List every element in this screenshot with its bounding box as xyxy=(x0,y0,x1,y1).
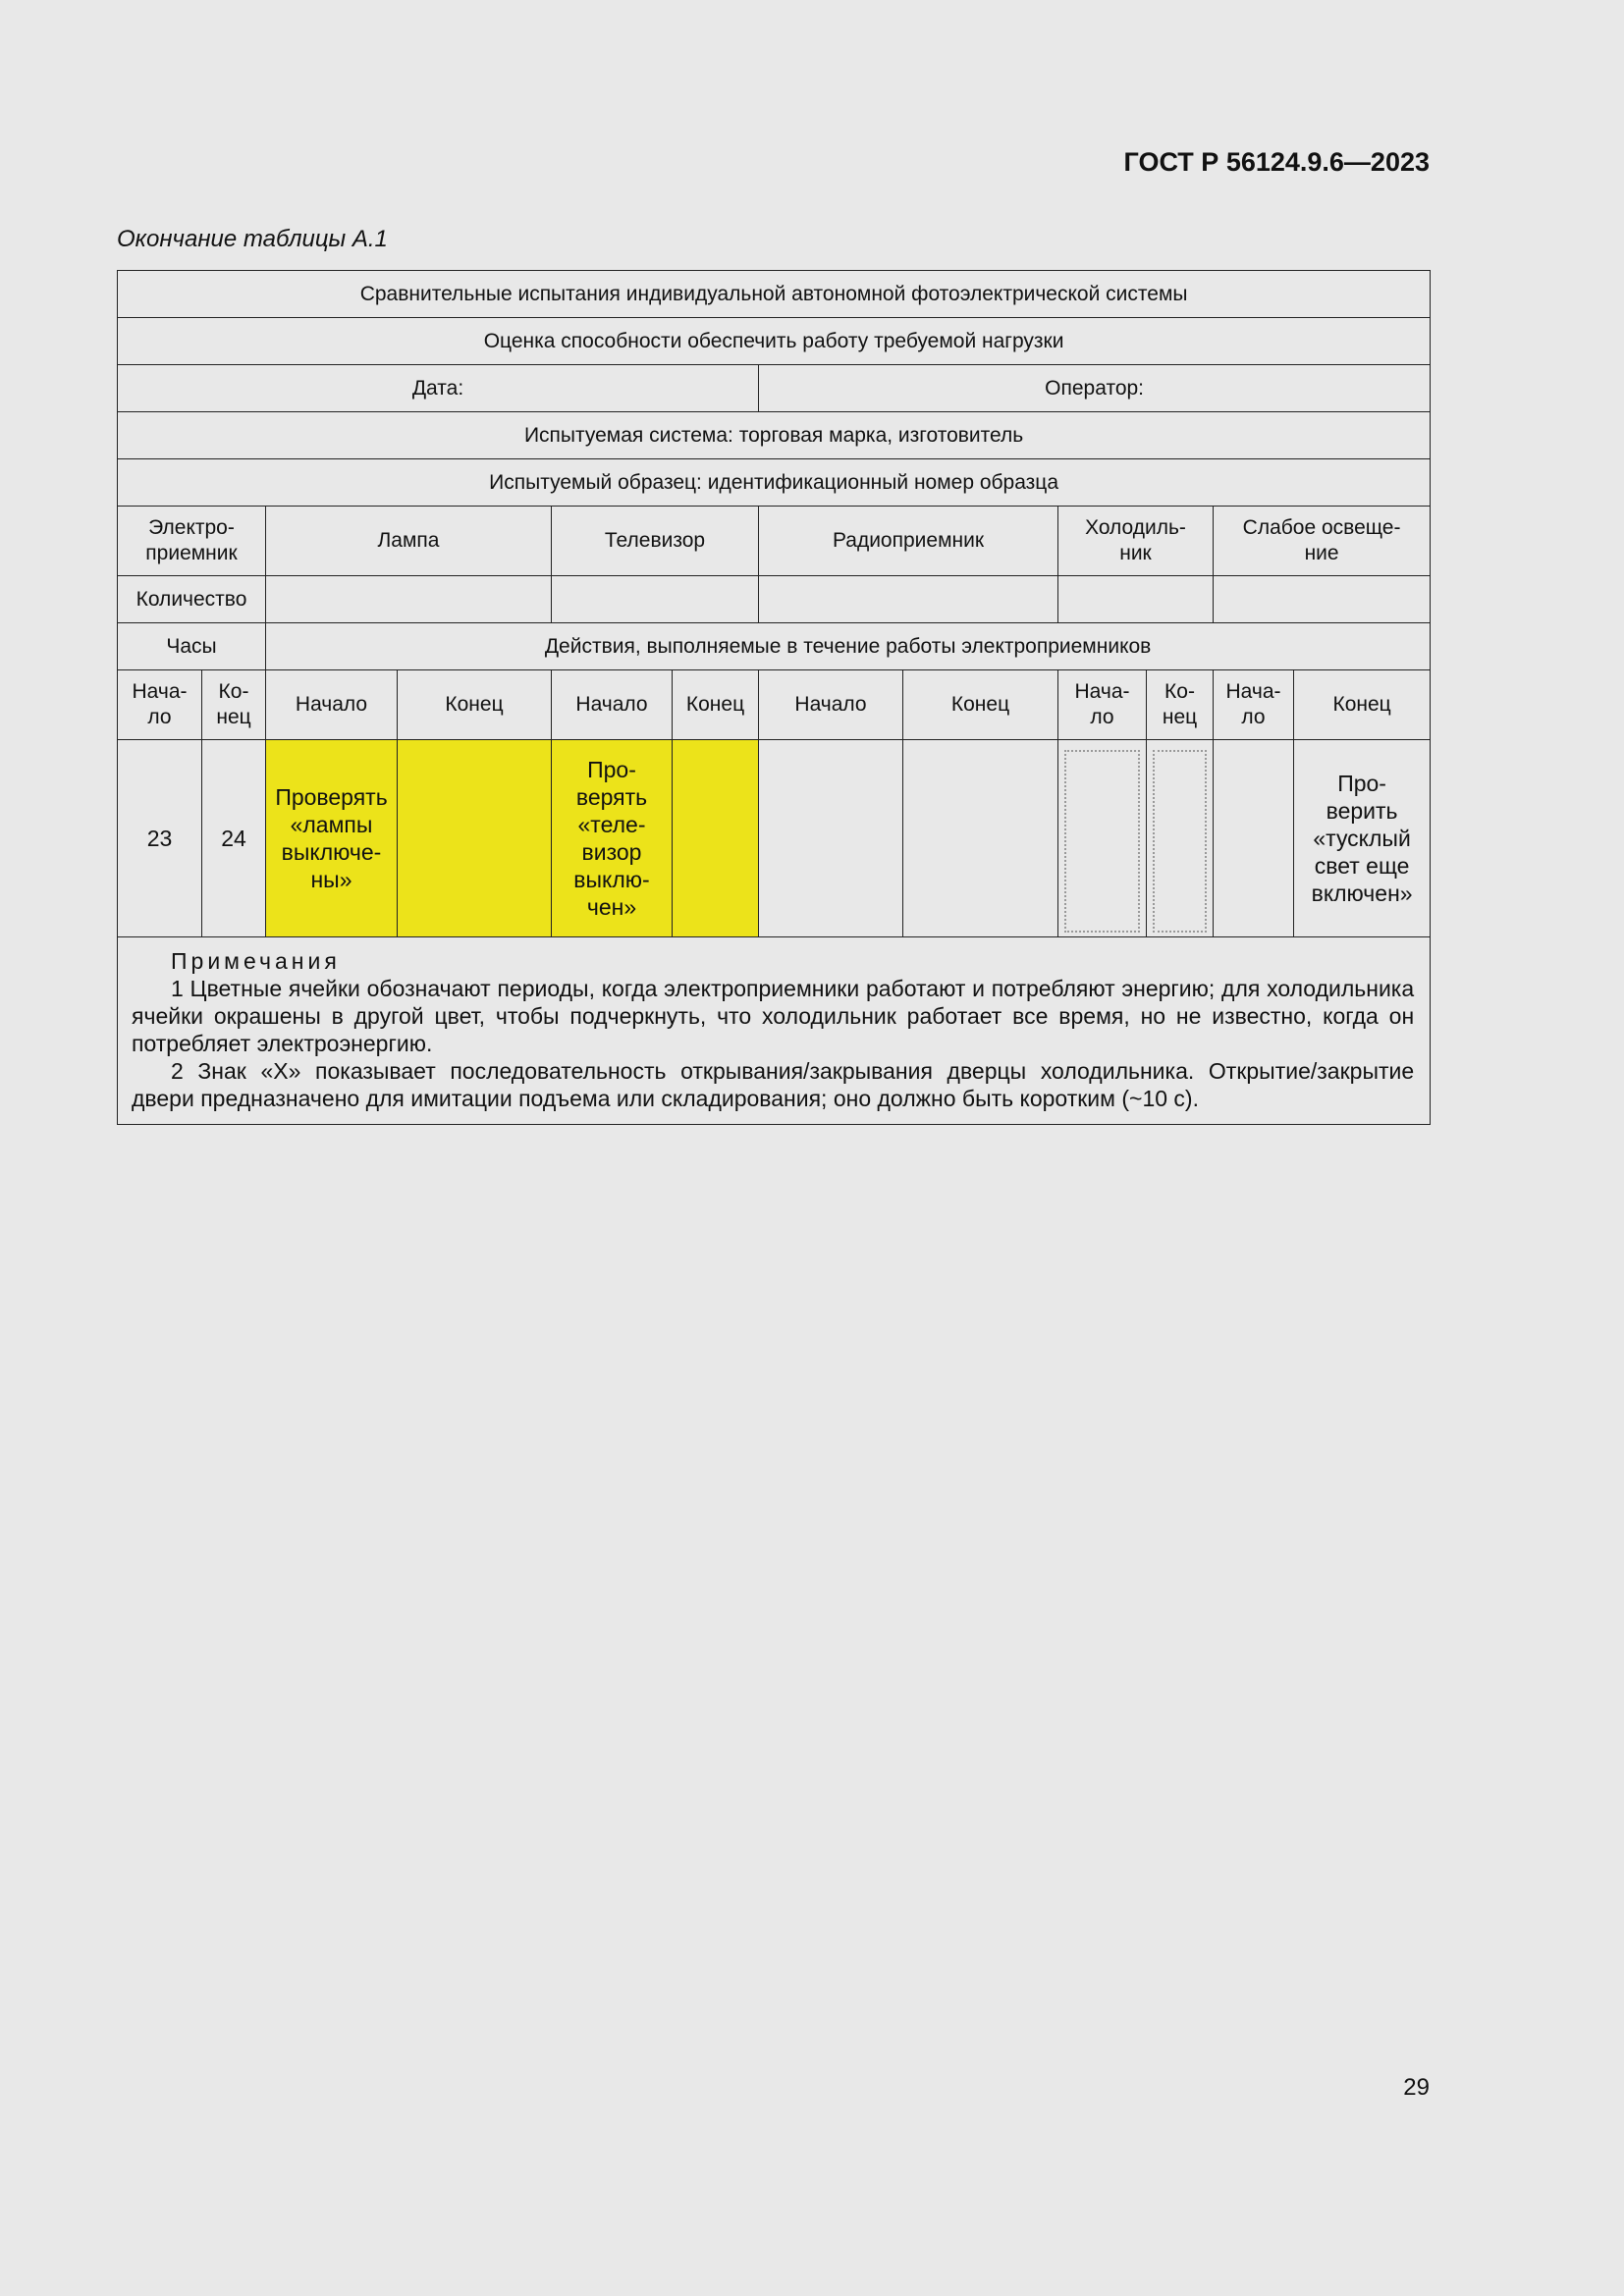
table-caption: Окончание таблицы А.1 xyxy=(117,226,388,252)
dim-start-action xyxy=(1214,740,1294,937)
lamp-end-header: Конец xyxy=(398,670,552,740)
dim-end-header: Конец xyxy=(1294,670,1431,740)
sample-cell: Испытуемый образец: идентификационный номер образца xyxy=(118,459,1431,507)
system-cell: Испытуемая система: торговая марка, изготовитель xyxy=(118,412,1431,459)
notes-title: Примечания xyxy=(171,948,341,974)
operator-cell: Оператор: xyxy=(759,365,1431,412)
lamp-end-action xyxy=(398,740,552,937)
radio-start-action xyxy=(759,740,903,937)
date-cell: Дата: xyxy=(118,365,759,412)
notes-cell xyxy=(118,937,1431,1125)
test-table xyxy=(117,270,1431,1125)
lamp-start-header: Начало xyxy=(266,670,398,740)
actions-label: Действия, выполняемые в течение работы электроприемников xyxy=(266,623,1431,670)
tv-header: Телевизор xyxy=(552,507,759,576)
fridge-header: Холодиль- ник xyxy=(1058,507,1214,576)
radio-end-action xyxy=(903,740,1058,937)
hour-end-value: 24 xyxy=(202,740,266,937)
hour-start-value: 23 xyxy=(118,740,202,937)
tv-end-header: Конец xyxy=(673,670,759,740)
hour-end-header: Ко- нец xyxy=(202,670,266,740)
radio-start-header: Начало xyxy=(759,670,903,740)
quantity-label: Количество xyxy=(118,576,266,623)
standard-id: ГОСТ Р 56124.9.6—2023 xyxy=(1123,147,1430,177)
fridge-start-action xyxy=(1058,740,1147,937)
note-1: 1 Цветные ячейки обозначают периоды, когда электроприемники работают и потребляют энергию; для холодильника ячейки окрашены в другой цвет, чтобы подчеркнуть, что холодильник работает все время, но не известно, когда он потребляет электроэнергию. xyxy=(132,976,1415,1057)
lamp-start-action: Проверять «лампы выключе- ны» xyxy=(266,740,398,937)
lamp-quantity xyxy=(266,576,552,623)
fridge-end-action xyxy=(1147,740,1214,937)
dim-light-quantity xyxy=(1214,576,1431,623)
note-2: 2 Знак «Х» показывает последовательность открывания/закрывания дверцы холодильника. Открытие/закрытие двери предназначено для имитации подъема или складирования; оно должно быть коротким (~10 с). xyxy=(132,1058,1415,1112)
fridge-quantity xyxy=(1058,576,1214,623)
tv-start-header: Начало xyxy=(552,670,673,740)
hours-label: Часы xyxy=(118,623,266,670)
table-title: Сравнительные испытания индивидуальной автономной фотоэлектрической системы xyxy=(118,271,1431,318)
dim-light-header: Слабое освеще- ние xyxy=(1214,507,1431,576)
page-number: 29 xyxy=(1403,2074,1430,2101)
dim-start-header: Нача- ло xyxy=(1214,670,1294,740)
fridge-start-header: Нача- ло xyxy=(1058,670,1147,740)
table-subtitle: Оценка способности обеспечить работу требуемой нагрузки xyxy=(118,318,1431,365)
consumer-header: Электро- приемник xyxy=(118,507,266,576)
radio-end-header: Конец xyxy=(903,670,1058,740)
fridge-end-header: Ко- нец xyxy=(1147,670,1214,740)
tv-end-action xyxy=(673,740,759,937)
lamp-header: Лампа xyxy=(266,507,552,576)
hour-start-header: Нача- ло xyxy=(118,670,202,740)
tv-quantity xyxy=(552,576,759,623)
radio-header: Радиоприемник xyxy=(759,507,1058,576)
dim-end-action: Про- верить «тусклый свет еще включен» xyxy=(1294,740,1431,937)
tv-start-action: Про- верять «теле- визор выклю- чен» xyxy=(552,740,673,937)
radio-quantity xyxy=(759,576,1058,623)
